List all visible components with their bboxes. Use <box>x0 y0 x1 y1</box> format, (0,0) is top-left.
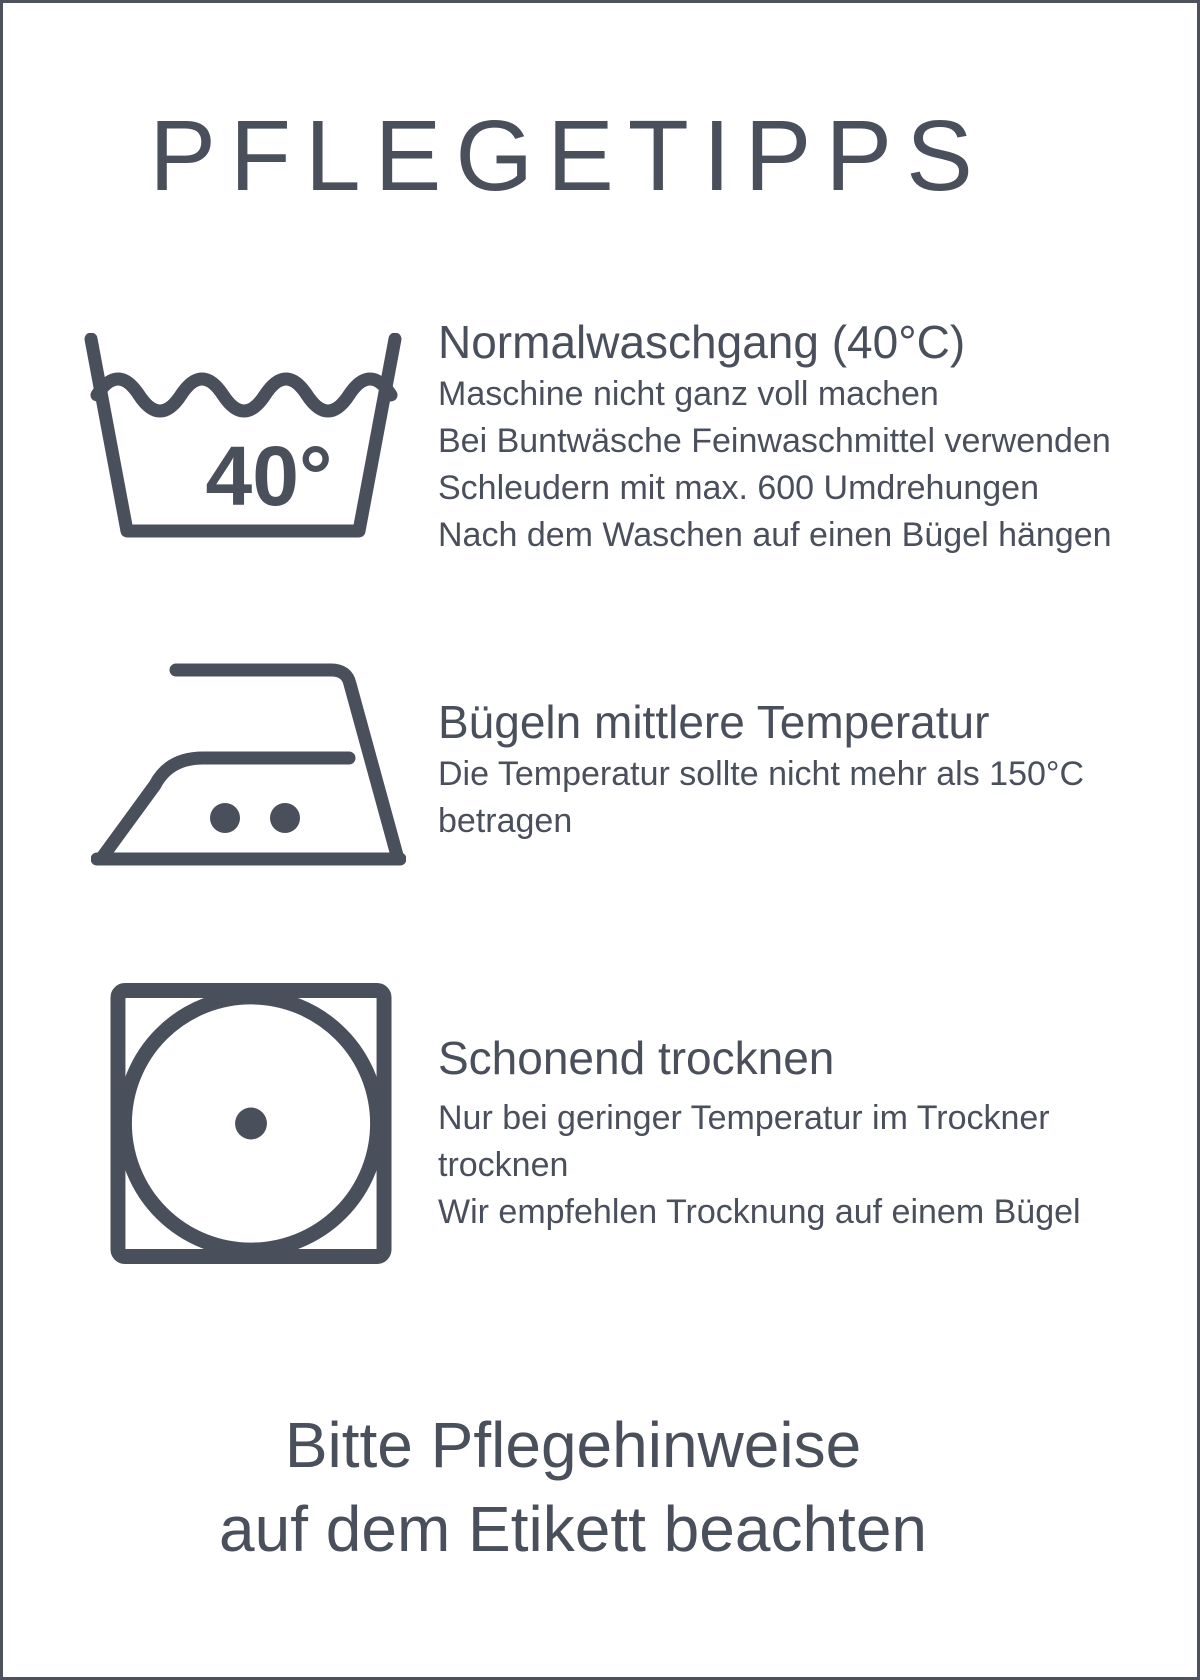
section-heading-washing: Normalwaschgang (40°C) <box>438 316 966 368</box>
body-line: trocknen <box>438 1146 569 1184</box>
iron-medium-heat-icon <box>91 652 406 867</box>
wash-temperature-label: 40° <box>205 429 333 523</box>
tumble-dry-low-icon <box>109 981 393 1266</box>
iron-dot <box>270 803 300 833</box>
body-line: Wir empfehlen Trocknung auf einem Bügel <box>438 1193 1081 1231</box>
body-line: Nach dem Waschen auf einen Bügel hängen <box>438 516 1112 554</box>
footer-line: auf dem Etikett beachten <box>219 1493 927 1565</box>
page-title: PFLEGETIPPS <box>149 100 987 212</box>
iron-dot <box>210 803 240 833</box>
body-line: betragen <box>438 802 573 840</box>
body-line: Die Temperatur sollte nicht mehr als 150°C <box>438 755 1085 793</box>
body-line: Maschine nicht ganz voll machen <box>438 375 939 413</box>
section-body-washing <box>438 371 1112 559</box>
section-body-ironing <box>438 751 1084 845</box>
body-line: Schleudern mit max. 600 Umdrehungen <box>438 469 1039 507</box>
section-heading-ironing: Bügeln mittlere Temperatur <box>438 696 990 748</box>
dryer-dot <box>235 1108 267 1140</box>
footer-note <box>3 1403 1143 1571</box>
body-line: Bei Buntwäsche Feinwaschmittel verwenden <box>438 422 1111 460</box>
wash-40-icon <box>83 333 403 538</box>
section-body-drying <box>438 1095 1081 1236</box>
footer-line: Bitte Pflegehinweise <box>284 1409 862 1481</box>
body-line: Nur bei geringer Temperatur im Trockner <box>438 1099 1050 1137</box>
section-heading-drying: Schonend trocknen <box>438 1032 835 1084</box>
